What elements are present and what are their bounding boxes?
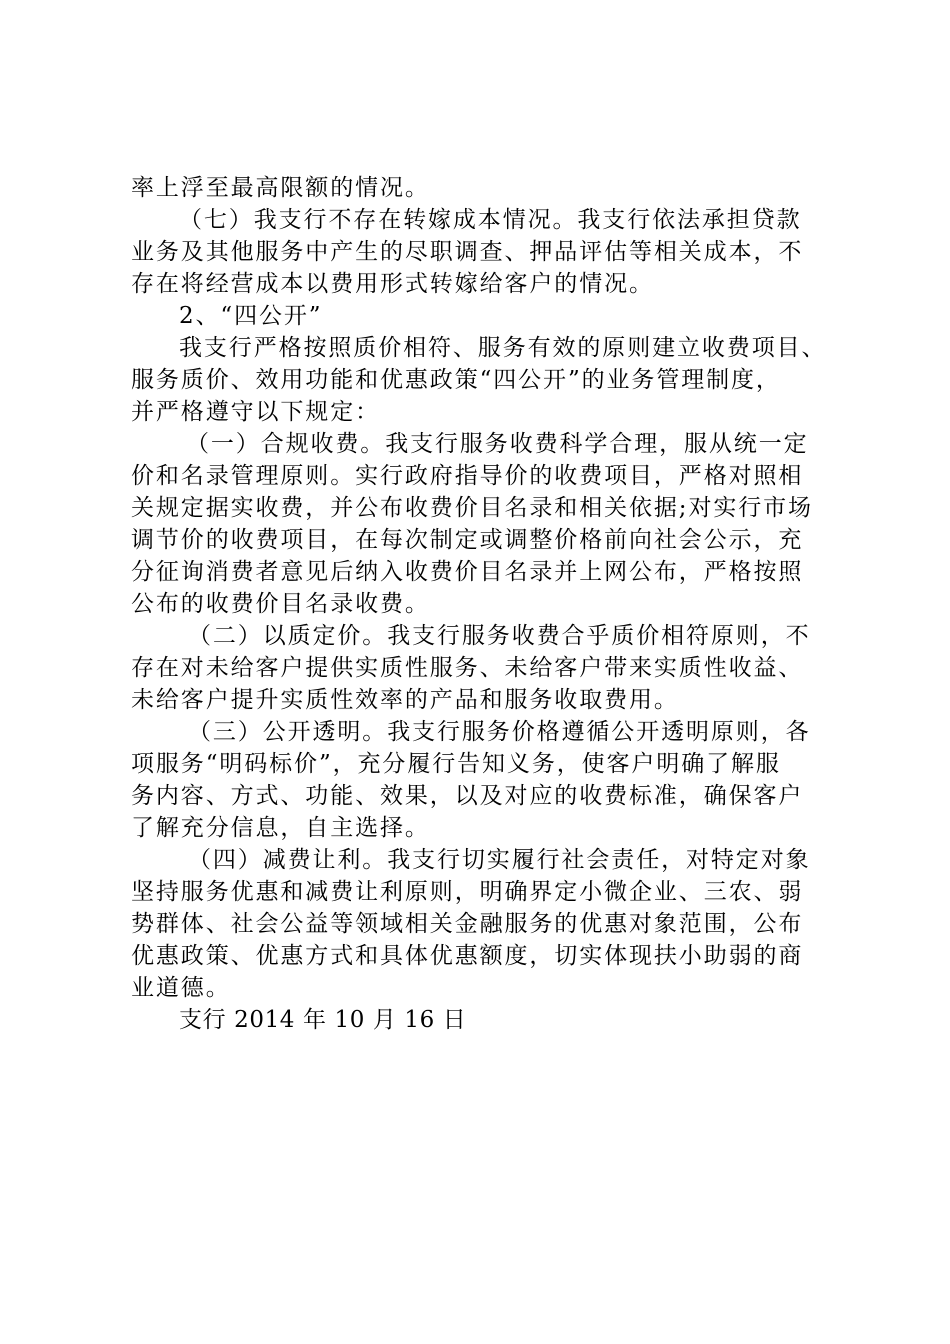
paragraph-line: （二）以质定价。我支行服务收费合乎质价相符原则，不 xyxy=(188,623,811,649)
paragraph-line: 项服务“明码标价”，充分履行告知义务，使客户明确了解服 xyxy=(131,751,781,777)
paragraph-line: （四）减费让利。我支行切实履行社会责任，对特定对象 xyxy=(188,847,811,873)
paragraph-line: 公布的收费价目名录收费。 xyxy=(131,591,430,617)
paragraph-line: 了解充分信息，自主选择。 xyxy=(131,815,430,841)
paragraph-line: 关规定据实收费，并公布收费价目名录和相关依据;对实行市场 xyxy=(131,495,813,521)
paragraph-line: 并严格遵守以下规定： xyxy=(131,399,380,425)
document-body xyxy=(131,172,831,1036)
paragraph-line: 率上浮至最高限额的情况。 xyxy=(131,175,430,201)
paragraph-line: 坚持服务优惠和减费让利原则，明确界定小微企业、三农、弱 xyxy=(131,879,804,905)
paragraph-line: 服务质价、效用功能和优惠政策“四公开”的业务管理制度， xyxy=(131,367,781,393)
paragraph-line: 业务及其他服务中产生的尽职调查、押品评估等相关成本，不 xyxy=(131,239,804,265)
paragraph-line: （三）公开透明。我支行服务价格遵循公开透明原则，各 xyxy=(188,719,811,745)
paragraph-line: 势群体、社会公益等领域相关金融服务的优惠对象范围，公布 xyxy=(131,911,804,937)
paragraph-line: 业道德。 xyxy=(131,975,231,1001)
paragraph-line: 优惠政策、优惠方式和具体优惠额度，切实体现扶小助弱的商 xyxy=(131,943,804,969)
paragraph-line: （七）我支行不存在转嫁成本情况。我支行依法承担贷款 xyxy=(179,207,802,233)
paragraph-line: 价和名录管理原则。实行政府指导价的收费项目，严格对照相 xyxy=(131,463,804,489)
paragraph-line: 务内容、方式、功能、效果，以及对应的收费标准，确保客户 xyxy=(131,783,804,809)
paragraph-line: （一）合规收费。我支行服务收费科学合理，服从统一定 xyxy=(186,431,809,457)
paragraph-line: 调节价的收费项目，在每次制定或调整价格前向社会公示，充 xyxy=(131,527,804,553)
paragraph-line: 分征询消费者意见后纳入收费价目名录并上网公布，严格按照 xyxy=(131,559,804,585)
paragraph-line: 未给客户提升实质性效率的产品和服务收取费用。 xyxy=(131,687,679,713)
section-heading: 2、“四公开” xyxy=(179,303,323,329)
paragraph-line: 我支行严格按照质价相符、服务有效的原则建立收费项目、 xyxy=(179,335,827,361)
signature-date: 支行 2014 年 10 月 16 日 xyxy=(179,1007,467,1033)
paragraph-line: 存在将经营成本以费用形式转嫁给客户的情况。 xyxy=(131,271,654,297)
paragraph-line: 存在对未给客户提供实质性服务、未给客户带来实质性收益、 xyxy=(131,655,804,681)
